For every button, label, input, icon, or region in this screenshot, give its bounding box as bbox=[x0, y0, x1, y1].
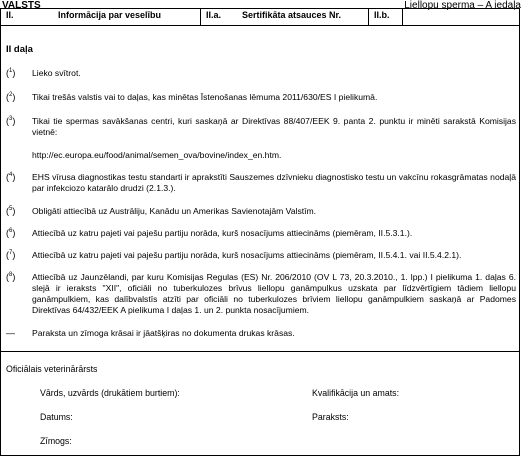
footnote-text: Attiecībā uz Jaunzēlandi, par kuru Komisijas Regulas (ES) Nr. 206/2010 (OV L 73, 20.3.2010., 1. lpp.) I pielikuma 1. daļas 6. slejā ir ieraksts "XII", oficiāli no tuberkulozes brīvus liellopu ganāmpulkus uzskata par līdzvērtīgiem tādiem liellopu ganāmpulkiem, kas dalībvalstīs atzīti par oficiāli no tuberkulozes brīviem liellopu ganāmpulkiem saskaņā ar Padomes Direktīvas 64/432/EEK A pielikuma I daļas 1. un 2. punkta nosacījumiem. bbox=[32, 272, 516, 315]
header-col2-number: II.a. bbox=[206, 10, 222, 20]
footnote-text: Lieko svītrot. bbox=[32, 68, 81, 78]
qualification-label: Kvalifikācija un amats: bbox=[312, 388, 400, 398]
section-separator bbox=[0, 351, 520, 352]
header-divider bbox=[200, 8, 201, 26]
stamp-label: Zīmogs: bbox=[40, 436, 72, 446]
footnote-marker: ($^1$) bbox=[6, 68, 16, 78]
footnote-text: Tikai trešās valstis vai to daļas, kas minētas Īstenošanas lēmuma 2011/630/ES I pielikumā. bbox=[32, 92, 378, 102]
footnote-text: Paraksta un zīmoga krāsai ir jāatšķiras no dokumenta drukas krāsas. bbox=[32, 328, 295, 338]
header-col3-number: II.b. bbox=[374, 10, 390, 20]
footnote-url: http://ec.europa.eu/food/animal/semen_ova/bovine/index_en.htm. bbox=[32, 150, 282, 160]
footnote-marker: ($^6$) bbox=[6, 228, 16, 238]
footnote-text: Attiecībā uz katru pajeti vai paješu partiju norāda, kurš nosacījums attiecināms (piemēram, II.5.4.1. vai II.5.4.2.1). bbox=[32, 250, 462, 260]
footnote-marker: ($^5$) bbox=[6, 206, 16, 216]
date-label: Datums: bbox=[40, 412, 73, 422]
footnote-marker: ($^8$) bbox=[6, 272, 16, 282]
name-label: Vārds, uzvārds (drukātiem burtiem): bbox=[40, 388, 180, 398]
part-title: II daļa bbox=[6, 44, 33, 55]
footnote-text: Attiecībā uz katru pajeti vai paješu partiju norāda, kurš nosacījums attiecināms (piemēram, II.5.3.1.). bbox=[32, 228, 413, 238]
country-label: VALSTS bbox=[2, 0, 41, 11]
section-title: Liellopu sperma – A iedaļa bbox=[404, 0, 521, 11]
footnote-marker: ($^3$) bbox=[6, 116, 16, 126]
footnote-text: Obligāti attiecībā uz Austrāliju, Kanādu un Amerikas Savienotajām Valstīm. bbox=[32, 206, 317, 216]
header-divider bbox=[402, 8, 403, 26]
header-col1-label: Informācija par veselību bbox=[58, 10, 162, 20]
footnote-text: EHS vīrusa diagnostikas testu standarti ir aprakstīti Sauszemes dzīvnieku diagnostisko testu un vakcīnu rokasgrāmatas nodaļā par infekciozo katarālo drudzi (2.1.3.). bbox=[32, 172, 516, 193]
header-row bbox=[0, 8, 520, 26]
official-vet-title: Oficiālais veterinārārsts bbox=[6, 364, 98, 374]
footnote-marker: ($^7$) bbox=[6, 250, 16, 260]
signature-label: Paraksts: bbox=[312, 412, 349, 422]
footnote-marker: ($^2$) bbox=[6, 92, 16, 102]
header-divider bbox=[368, 8, 369, 26]
header-col2-label: Sertifikāta atsauces Nr. bbox=[242, 10, 342, 20]
footnote-dash: — bbox=[6, 328, 15, 338]
header-col1-number: II. bbox=[6, 10, 14, 20]
footnote-marker: ($^4$) bbox=[6, 172, 16, 182]
footnote-text: Tikai tie spermas savākšanas centri, kuri saskaņā ar Direktīvas 88/407/EEK 9. panta 2. punktu ir minēti sarakstā Komisijas vietnē: bbox=[32, 116, 516, 137]
